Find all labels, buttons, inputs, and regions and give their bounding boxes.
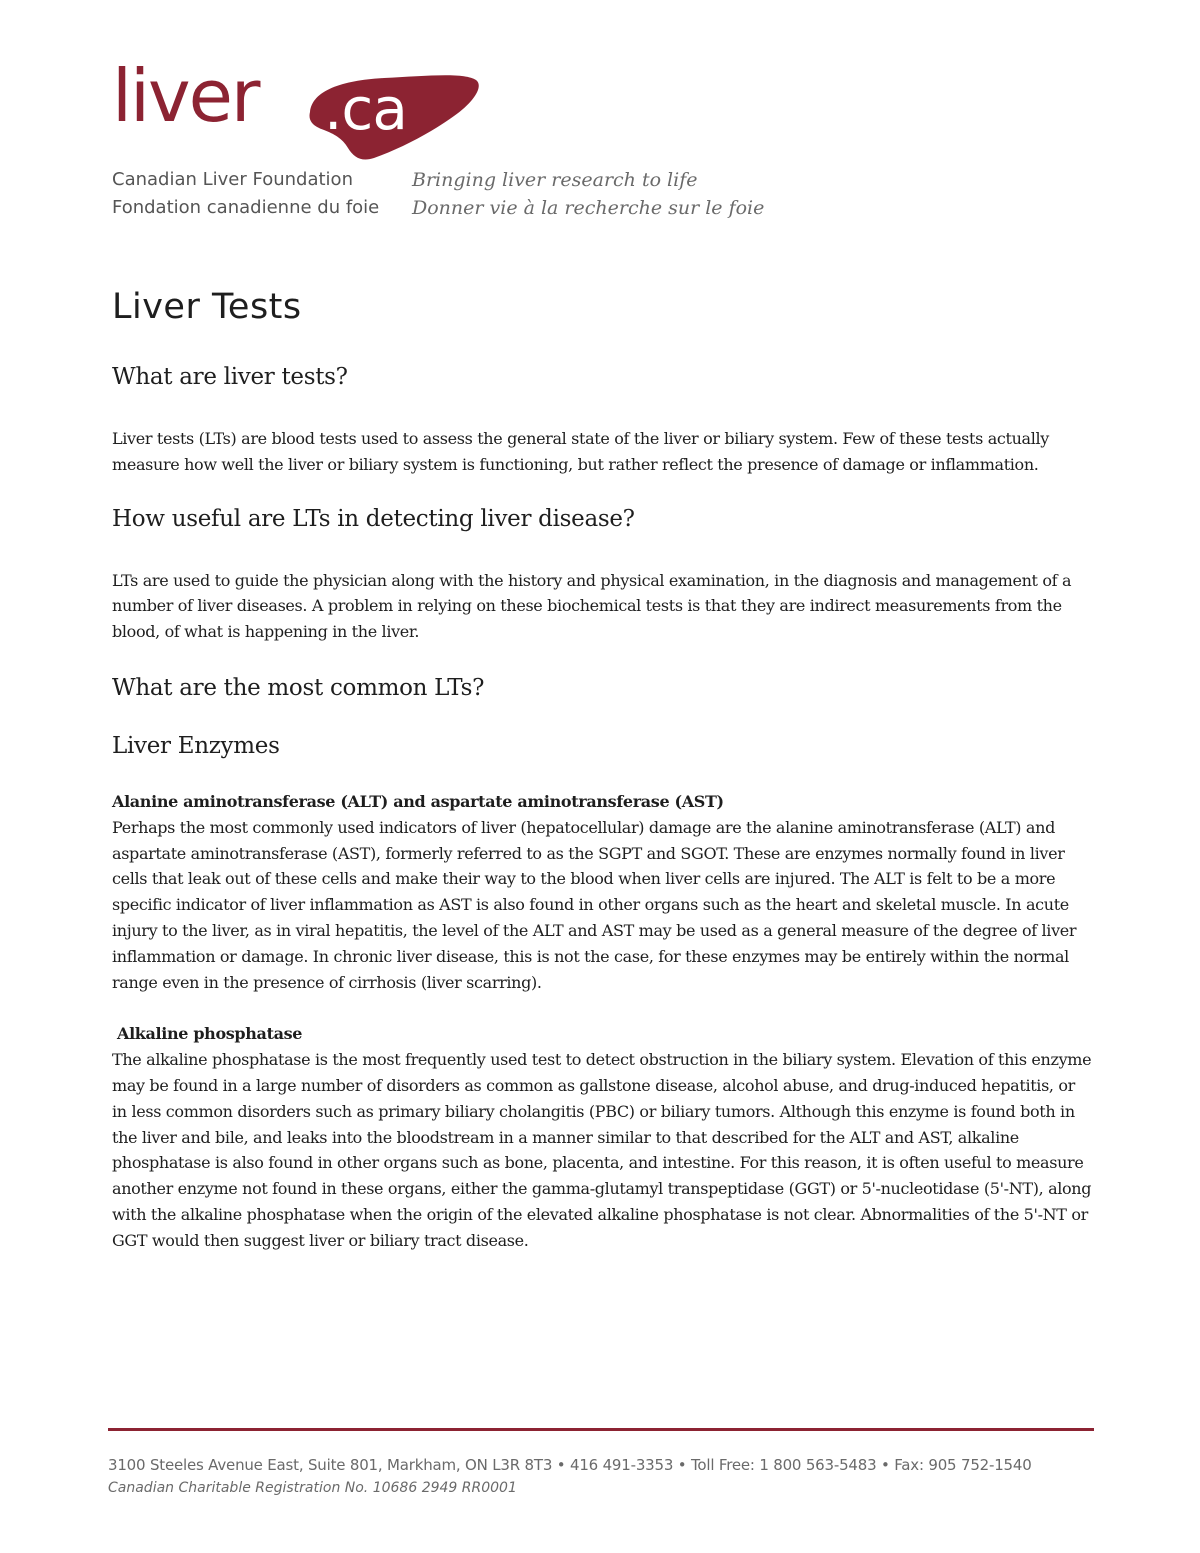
section-heading-useful: How useful are LTs in detecting liver disease? [112,505,635,532]
footer-address: 3100 Steeles Avenue East, Suite 801, Markham, ON L3R 8T3 • 416 491-3353 • Toll Free: 1 800 563-5483 • Fax: 905 752-1540 [108,1456,1032,1474]
tagline-en: Bringing liver research to life [412,169,698,191]
paragraph-alt-ast: Perhaps the most commonly used indicators of liver (hepatocellular) damage are the alanine aminotransferase (ALT) and aspartate aminotransferase (AST), formerly referred to as the SGPT and SGOT. These are enzymes normally found in liver cells that leak out of these cells and make their way to the blood when liver cells are injured. The ALT is felt to be a more specific indicator of liver inflammation as AST is also found in other organs such as the heart and skeletal muscle. In acute injury to the liver, as in viral hepatitis, the level of the ALT and AST may be used as a general measure of the degree of liver inflammation or damage. In chronic liver disease, this is not the case, for these enzymes may be entirely within the normal range even in the presence of cirrhosis (liver scarring). [112,817,1077,992]
liver-ca-logo[interactable] [112,54,407,170]
liver-shape-icon [304,68,484,168]
logo-wordmark: liver [112,54,259,138]
section-heading-enzymes: Liver Enzymes [112,732,280,759]
section-paragraph-useful: LTs are used to guide the physician along with the history and physical examination, in the diagnosis and management of a number of liver diseases. A problem in relying on these biochemical tests is that they are indirect measurements from the blood, of what is happening in the liver. [112,570,1072,642]
org-name-fr: Fondation canadienne du foie [112,197,380,218]
tagline [412,166,764,222]
section-heading-what: What are liver tests? [112,364,348,390]
org-name-en: Canadian Liver Foundation [112,169,353,190]
organization-names [112,166,379,222]
subheading-alt-ast: Alanine aminotransferase (ALT) and aspartate aminotransferase (AST) [112,791,724,811]
section-paragraph-what: Liver tests (LTs) are blood tests used to assess the general state of the liver or biliary system. Few of these tests actually measure how well the liver or biliary system is functioning, but rather reflect the presence of damage or inflammation. [112,429,1049,474]
document-body [112,284,1092,1254]
subheading-alkaline-phosphatase: Alkaline phosphatase [117,1024,303,1044]
footer-divider [108,1428,1094,1431]
logo-suffix: .ca [324,75,407,143]
page-title: Liver Tests [112,287,302,327]
footer-registration: Canadian Charitable Registration No. 10686 2949 RR0001 [108,1480,517,1496]
paragraph-alkaline-phosphatase: The alkaline phosphatase is the most frequently used test to detect obstruction in the biliary system. Elevation of this enzyme may be found in a large number of disorders as common as gallstone disease, alcohol abuse, and drug-induced hepatitis, or in less common disorders such as primary biliary cholangitis (PBC) or biliary tumors. Although this enzyme is found both in the liver and bile, and leaks into the bloodstream in a manner similar to that described for the ALT and AST, alkaline phosphatase is also found in other organs such as bone, placenta, and intestine. For this reason, it is often useful to measure another enzyme not found in these organs, either the gamma-glutamyl transpeptidase (GGT) or 5'-nucleotidase (5'-NT), along with the alkaline phosphatase when the origin of the elevated alkaline phosphatase is not clear. Abnormalities of the 5'-NT or GGT would then suggest liver or biliary tract disease. [112,1050,1092,1250]
section-heading-common: What are the most common LTs? [112,674,485,701]
tagline-fr: Donner vie à la recherche sur le foie [412,197,765,219]
